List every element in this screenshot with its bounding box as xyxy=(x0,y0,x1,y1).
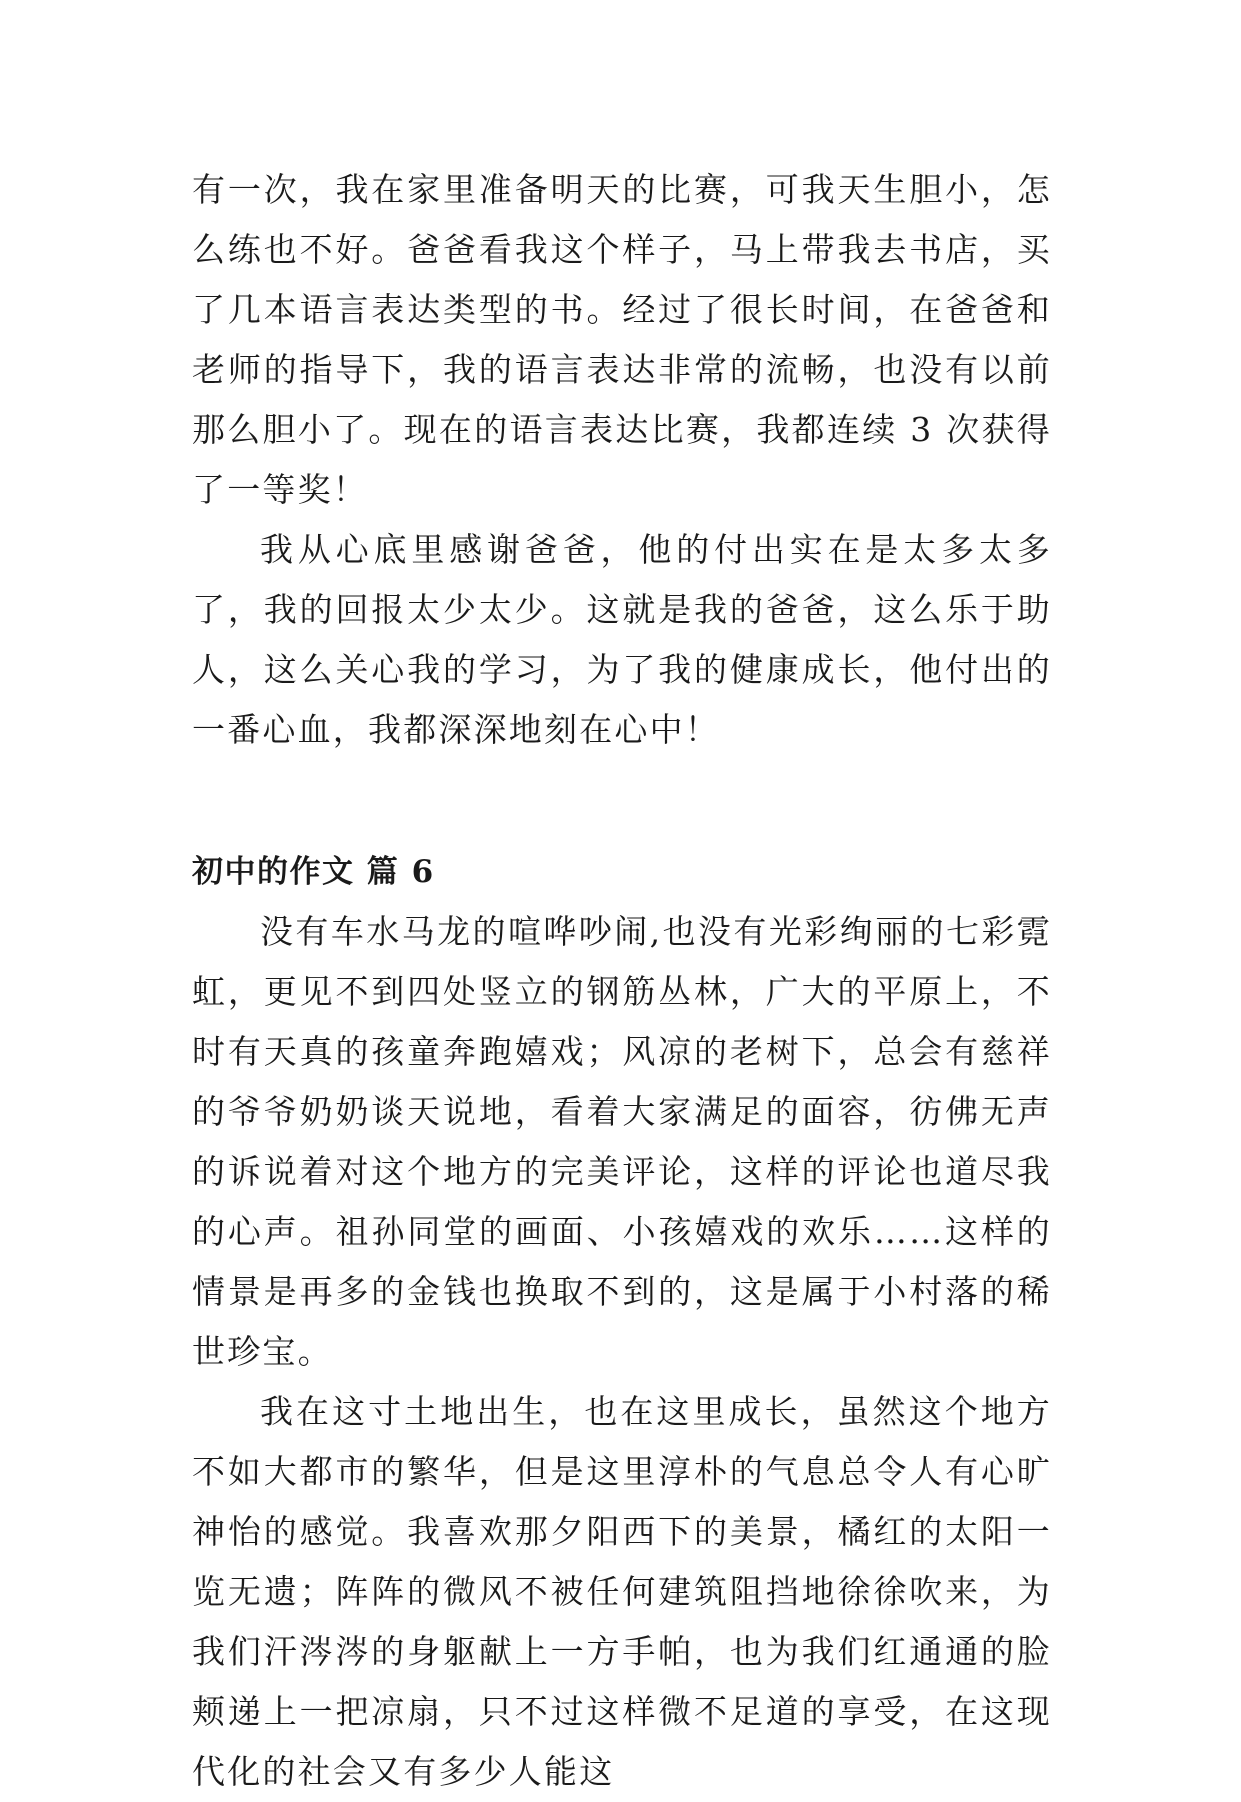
paragraph-village-scene: 没有车水马龙的喧哗吵闹,也没有光彩绚丽的七彩霓虹，更见不到四处竖立的钢筋丛林，广大的平原上，不时有天真的孩童奔跑嬉戏；风凉的老树下，总会有慈祥的爷爷奶奶谈天说地，看着大家满足的面容，彷佛无声的诉说着对这个地方的完美评论，这样的评论也道尽我的心声。祖孙同堂的画面、小孩嬉戏的欢乐……这样的情景是再多的金钱也换取不到的，这是属于小村落的稀世珍宝。 xyxy=(192,912,1052,1371)
section-heading: 初中的作文 篇 6 xyxy=(192,854,435,890)
document-page xyxy=(192,160,1052,1802)
paragraph-practice-story: 有一次，我在家里准备明天的比赛，可我天生胆小，怎么练也不好。爸爸看我这个样子，马上带我去书店，买了几本语言表达类型的书。经过了很长时间，在爸爸和老师的指导下，我的语言表达非常的流畅，也没有以前那么胆小了。现在的语言表达比赛，我都连续 3 次获得了一等奖！ xyxy=(192,170,1052,509)
paragraph-gratitude: 我从心底里感谢爸爸，他的付出实在是太多太多了，我的回报太少太少。这就是我的爸爸，这么乐于助人，这么关心我的学习，为了我的健康成长，他付出的一番心血，我都深深地刻在心中！ xyxy=(192,530,1052,749)
paragraph-village-life: 我在这寸土地出生，也在这里成长，虽然这个地方不如大都市的繁华，但是这里淳朴的气息总令人有心旷神怡的感觉。我喜欢那夕阳西下的美景，橘红的太阳一览无遗；阵阵的微风不被任何建筑阻挡地徐徐吹来，为我们汗涔涔的身躯献上一方手帕，也为我们红通通的脸颊递上一把凉扇，只不过这样微不足道的享受，在这现代化的社会又有多少人能这 xyxy=(192,1392,1052,1791)
